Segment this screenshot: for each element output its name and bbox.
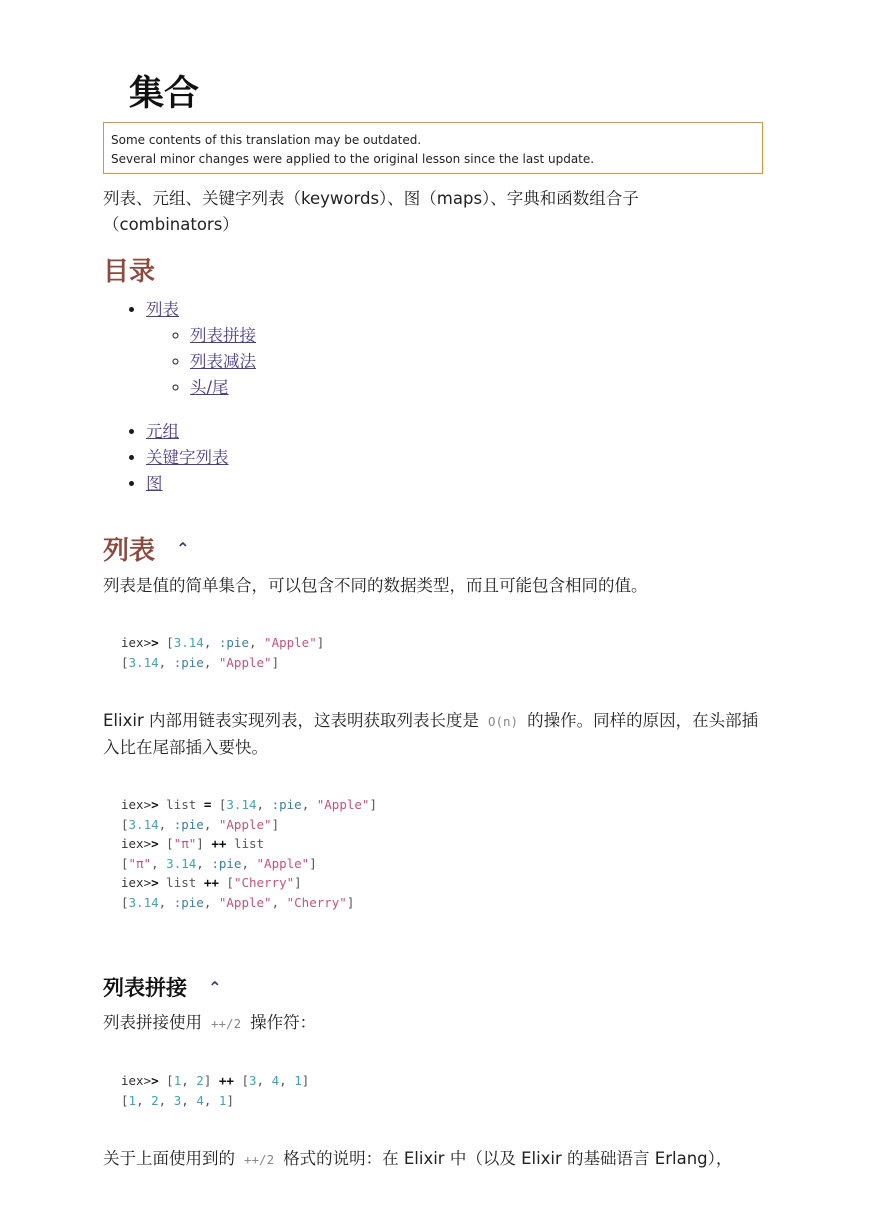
code-block-lists-2: iex>> list = [3.14, :pie, "Apple"] [3.14, :pie, "Apple"] iex>> ["π"] ++ list ["π", 3.14, :pie, "Apple"] iex>> list ++ ["Cherry"] [3.14, :pie, "Apple", "Cherry"] — [121, 797, 377, 910]
concat-heading: 列表拼接 — [103, 976, 187, 1000]
concat-paragraph-1-text-b: 操作符： — [250, 1013, 317, 1032]
code-atom: :pie — [211, 855, 242, 871]
code-atom: :pie — [173, 894, 204, 910]
outdated-notice — [103, 122, 763, 174]
code-string: "Apple" — [218, 816, 272, 832]
code-prompt: iex> — [121, 635, 152, 650]
lists-paragraph-1-block — [103, 573, 765, 599]
code-atom: :pie — [218, 635, 249, 650]
code-number: 2 — [196, 1073, 204, 1088]
toc-heading: 目录 — [103, 257, 156, 287]
intro-text: 列表、元组、关键字列表（keywords）、图（maps）、字典和函数组合子（combinators） — [103, 189, 639, 234]
code-atom: :pie — [173, 654, 204, 670]
code-number: 1 — [128, 1092, 137, 1108]
notice-line-1: Some contents of this translation may be outdated. — [111, 133, 422, 147]
code-block-concat: iex>> [1, 2] ++ [3, 4, 1] [1, 2, 3, 4, 1] — [121, 1073, 310, 1108]
code-string: "Apple" — [316, 797, 370, 812]
code-number: 4 — [271, 1073, 280, 1088]
toc-link-maps[interactable]: 图 — [146, 474, 163, 493]
lists-paragraph-2 — [103, 708, 765, 761]
concat-paragraph-2 — [103, 1146, 765, 1173]
table-of-contents — [103, 297, 256, 497]
toc-link-lists[interactable]: 列表 — [146, 300, 179, 319]
toc-link-list-subtraction[interactable]: 列表减法 — [190, 352, 256, 371]
inline-code-concat-op: ++/2 — [244, 1152, 275, 1167]
code-prompt: iex> — [121, 1073, 152, 1088]
concat-paragraph-2-text-b: 格式的说明：在 Elixir 中（以及 Elixir 的基础语言 Erlang）， — [283, 1149, 733, 1168]
code-number: 2 — [151, 1092, 159, 1108]
code-operator: ++ — [218, 1073, 234, 1088]
toc-link-keyword-lists[interactable]: 关键字列表 — [146, 448, 229, 467]
toc-sublist — [146, 323, 256, 401]
code-number: 3.14 — [173, 635, 204, 650]
lists-paragraph-2-text-a: Elixir 内部用链表实现列表，这表明获取列表长度是 — [103, 711, 479, 730]
inline-code-on: O(n) — [487, 714, 519, 729]
code-number: 3 — [249, 1073, 257, 1088]
code-operator: = — [203, 797, 212, 812]
concat-heading-row — [103, 972, 222, 1002]
toc-subitem — [190, 375, 256, 401]
code-string: "Apple" — [264, 635, 317, 650]
code-atom: :pie — [173, 816, 204, 832]
concat-paragraph-2-text-a: 关于上面使用到的 — [103, 1149, 235, 1168]
concat-paragraph-1-text-a: 列表拼接使用 — [103, 1013, 202, 1032]
code-identifier: list — [166, 797, 197, 812]
toc-item-keyword-lists — [146, 445, 256, 471]
code-prompt: iex> — [121, 875, 152, 890]
code-number: 1 — [173, 1073, 182, 1088]
code-number: 3 — [173, 1092, 182, 1108]
concat-paragraph-1-block — [103, 1010, 765, 1037]
code-atom: :pie — [271, 797, 302, 812]
code-prompt: iex> — [121, 836, 152, 851]
toc-link-list-concatenation[interactable]: 列表拼接 — [190, 326, 256, 345]
page-title: 集合 — [129, 74, 200, 114]
concat-paragraph-1 — [103, 1010, 765, 1037]
code-number: 3.14 — [166, 855, 197, 871]
toc-subitem — [190, 323, 256, 349]
code-string: "π" — [128, 855, 152, 871]
code-number: 4 — [196, 1092, 204, 1108]
code-string: "Cherry" — [233, 875, 295, 890]
toc-item-maps — [146, 471, 256, 497]
toc-subitem — [190, 349, 256, 375]
back-to-top-icon[interactable]: ⌃ — [208, 977, 222, 997]
toc-link-head-tail[interactable]: 头/尾 — [190, 378, 229, 397]
lists-heading-row — [103, 530, 190, 567]
lists-paragraph-2-block — [103, 708, 765, 761]
concat-paragraph-2-block — [103, 1146, 765, 1173]
code-prompt: iex> — [121, 797, 152, 812]
code-identifier: list — [166, 875, 197, 890]
code-block-lists-1: iex>> [3.14, :pie, "Apple"] [3.14, :pie, "Apple"] — [121, 635, 325, 670]
code-number: 3.14 — [128, 816, 159, 832]
code-string: "Apple" — [218, 654, 272, 670]
toc-item-lists — [146, 297, 256, 401]
code-operator: ++ — [203, 875, 219, 890]
lists-paragraph-2-text-b: 的操作。同样的原因，在头部插入比在尾部插入要快。 — [103, 711, 759, 757]
code-number: 1 — [294, 1073, 302, 1088]
code-number: 3.14 — [226, 797, 257, 812]
back-to-top-icon[interactable]: ⌃ — [176, 539, 190, 558]
code-string: "Cherry" — [286, 894, 347, 910]
lists-paragraph-1: 列表是值的简单集合，可以包含不同的数据类型，而且可能包含相同的值。 — [103, 576, 648, 595]
code-number: 3.14 — [128, 894, 159, 910]
code-number: 3.14 — [128, 654, 159, 670]
code-number: 1 — [218, 1092, 227, 1108]
inline-code-concat-op: ++/2 — [211, 1016, 242, 1031]
code-identifier: list — [233, 836, 265, 851]
notice-line-2: Several minor changes were applied to the original lesson since the last update. — [111, 152, 595, 166]
toc-link-tuples[interactable]: 元组 — [146, 422, 179, 441]
code-operator: ++ — [211, 836, 227, 851]
code-string: "π" — [173, 836, 197, 851]
lists-heading: 列表 — [103, 536, 156, 566]
code-string: "Apple" — [218, 894, 272, 910]
toc-item-tuples — [146, 419, 256, 445]
code-string: "Apple" — [256, 855, 310, 871]
